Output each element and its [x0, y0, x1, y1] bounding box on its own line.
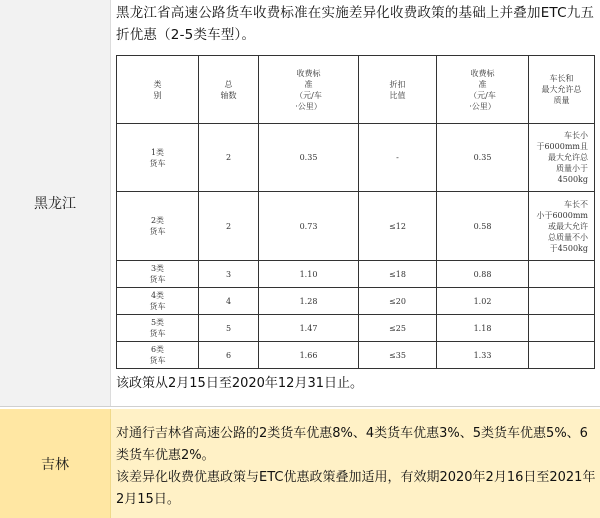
table-cell: 0.88 — [437, 261, 529, 288]
table-cell: 3 — [199, 261, 259, 288]
table-row — [117, 192, 595, 261]
table-cell — [529, 288, 595, 315]
table-row — [117, 124, 595, 192]
table-cell — [529, 342, 595, 369]
table-cell: 2 — [199, 192, 259, 261]
header-cell: 收费标 准 （元/车 ·公里） — [437, 56, 529, 124]
jilin-policy-line-1: 对通行吉林省高速公路的2类货车优惠8%、4类货车优惠3%、5类货车优惠5%、6类货车优惠2%。 — [116, 426, 588, 463]
table-cell: 0.58 — [437, 192, 529, 261]
table-cell: 2 — [199, 124, 259, 192]
header-cell: 折扣 比值 — [359, 56, 437, 124]
table-row — [117, 288, 595, 315]
table-cell: 5类 货车 — [117, 315, 199, 342]
table-cell: ≤25 — [359, 315, 437, 342]
table-cell: 6 — [199, 342, 259, 369]
column-divider — [110, 409, 111, 518]
header-cell: 类 别 — [117, 56, 199, 124]
table-cell: 1.02 — [437, 288, 529, 315]
table-cell: 1.66 — [259, 342, 359, 369]
table-header-row — [117, 56, 595, 124]
table-cell: 5 — [199, 315, 259, 342]
column-divider — [110, 0, 111, 406]
table-cell: 0.35 — [259, 124, 359, 192]
table-cell: 3类 货车 — [117, 261, 199, 288]
table-row — [117, 342, 595, 369]
table-cell: ≤18 — [359, 261, 437, 288]
table-cell: 4 — [199, 288, 259, 315]
table-cell: - — [359, 124, 437, 192]
table-cell — [529, 261, 595, 288]
header-cell: 收费标 准 （元/车 ·公里） — [259, 56, 359, 124]
table-cell: 车长小 于6000mm且 最大允许总 质量小于 4500kg — [529, 124, 595, 192]
table-cell: 0.35 — [437, 124, 529, 192]
heilongjiang-heading: 黑龙江省高速公路货车收费标准在实施差异化收费政策的基础上并叠加ETC九五折优惠（2-5类车型）。 — [116, 5, 595, 43]
table-row — [117, 315, 595, 342]
table-cell: 2类 货车 — [117, 192, 199, 261]
table-cell: 1.28 — [259, 288, 359, 315]
policy-period-note: 该政策从2月15日至2020年12月31日止。 — [116, 376, 363, 391]
table-cell: 6类 货车 — [117, 342, 199, 369]
fee-table — [116, 55, 595, 369]
row-divider — [0, 406, 600, 407]
province-cell-heilongjiang: 黑龙江 — [0, 0, 110, 406]
table-cell: 1.47 — [259, 315, 359, 342]
table-cell: ≤35 — [359, 342, 437, 369]
header-cell: 车长和 最大允许总 质量 — [529, 56, 595, 124]
header-cell: 总 轴数 — [199, 56, 259, 124]
table-cell: 1类 货车 — [117, 124, 199, 192]
province-cell-jilin: 吉林 — [41, 456, 69, 473]
table-cell: 1.18 — [437, 315, 529, 342]
jilin-policy-line-2: 该差异化收费优惠政策与ETC优惠政策叠加适用，有效期2020年2月16日至2021年2月15日。 — [116, 470, 596, 507]
table-row — [117, 261, 595, 288]
table-cell: 车长不 小于6000mm 或最大允许 总质量不小 于4500kg — [529, 192, 595, 261]
jilin-policy-text — [116, 423, 596, 511]
table-cell: ≤12 — [359, 192, 437, 261]
table-cell: ≤20 — [359, 288, 437, 315]
table-cell — [529, 315, 595, 342]
table-cell: 0.73 — [259, 192, 359, 261]
jilin-row — [0, 409, 600, 518]
table-cell: 1.10 — [259, 261, 359, 288]
table-cell: 4类 货车 — [117, 288, 199, 315]
table-cell: 1.33 — [437, 342, 529, 369]
